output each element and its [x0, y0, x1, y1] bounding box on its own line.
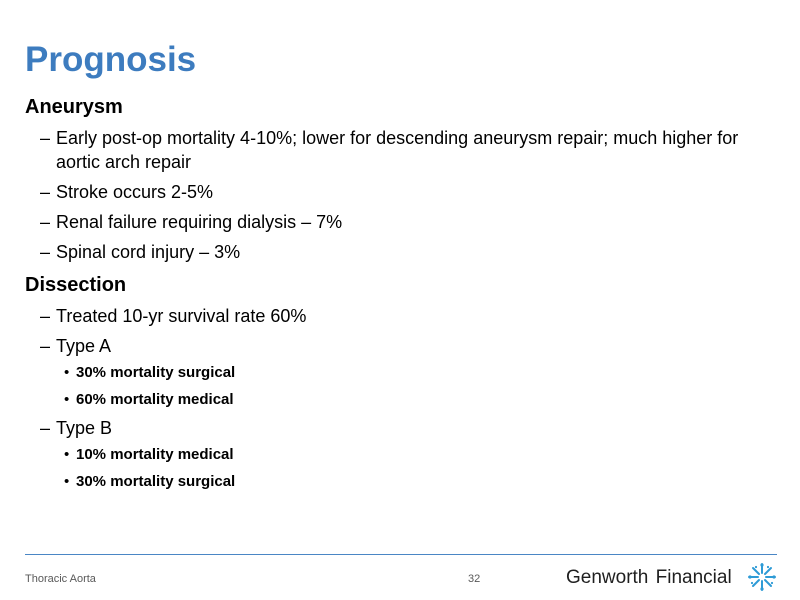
slide-body [25, 94, 765, 492]
logo-star-icon [747, 562, 777, 592]
list-item [25, 240, 765, 264]
list-item [25, 210, 765, 234]
bullet-marker: • [64, 364, 70, 381]
sub-list-item [25, 363, 765, 383]
footer-title: Thoracic Aorta [25, 573, 96, 585]
dash-marker: – [40, 418, 51, 438]
bullet-marker: • [64, 446, 70, 463]
dash-marker: – [40, 182, 51, 202]
list-item [25, 126, 765, 174]
list-item-text: Early post-op mortality 4-10%; lower for descending aneurysm repair; much higher for aortic arch repair [56, 128, 739, 172]
bullet-marker: • [64, 391, 70, 408]
section-heading-aneurysm: Aneurysm [25, 96, 123, 118]
list-item-text: Type B [56, 418, 113, 438]
logo-word-financial: Financial [655, 567, 732, 588]
list-item [25, 334, 765, 358]
list-item-text: Spinal cord injury – 3% [56, 242, 241, 262]
list-item-text: Stroke occurs 2-5% [56, 182, 214, 202]
section-heading-dissection: Dissection [25, 274, 127, 296]
bullet-marker: • [64, 473, 70, 490]
sub-list-item-text: 30% mortality surgical [76, 364, 236, 381]
list-item [25, 304, 765, 328]
list-item-text: Treated 10-yr survival rate 60% [56, 306, 307, 326]
sub-list-item [25, 390, 765, 410]
footer-divider [25, 554, 777, 555]
list-item-text: Renal failure requiring dialysis – 7% [56, 212, 343, 232]
list-item [25, 416, 765, 440]
sub-list-item [25, 472, 765, 492]
sub-list-item-text: 60% mortality medical [76, 391, 234, 408]
dash-marker: – [40, 306, 51, 326]
sub-list-item [25, 445, 765, 465]
list-item [25, 180, 765, 204]
sub-list-item-text: 10% mortality medical [76, 446, 234, 463]
genworth-logo [566, 566, 732, 592]
dash-marker: – [40, 128, 51, 148]
list-item-text: Type A [56, 336, 112, 356]
slide-title: Prognosis [25, 40, 197, 79]
dash-marker: – [40, 242, 51, 262]
dash-marker: – [40, 212, 51, 232]
dash-marker: – [40, 336, 51, 356]
logo-word-genworth: Genworth [566, 567, 649, 588]
sub-list-item-text: 30% mortality surgical [76, 473, 236, 490]
page-number: 32 [468, 573, 481, 585]
